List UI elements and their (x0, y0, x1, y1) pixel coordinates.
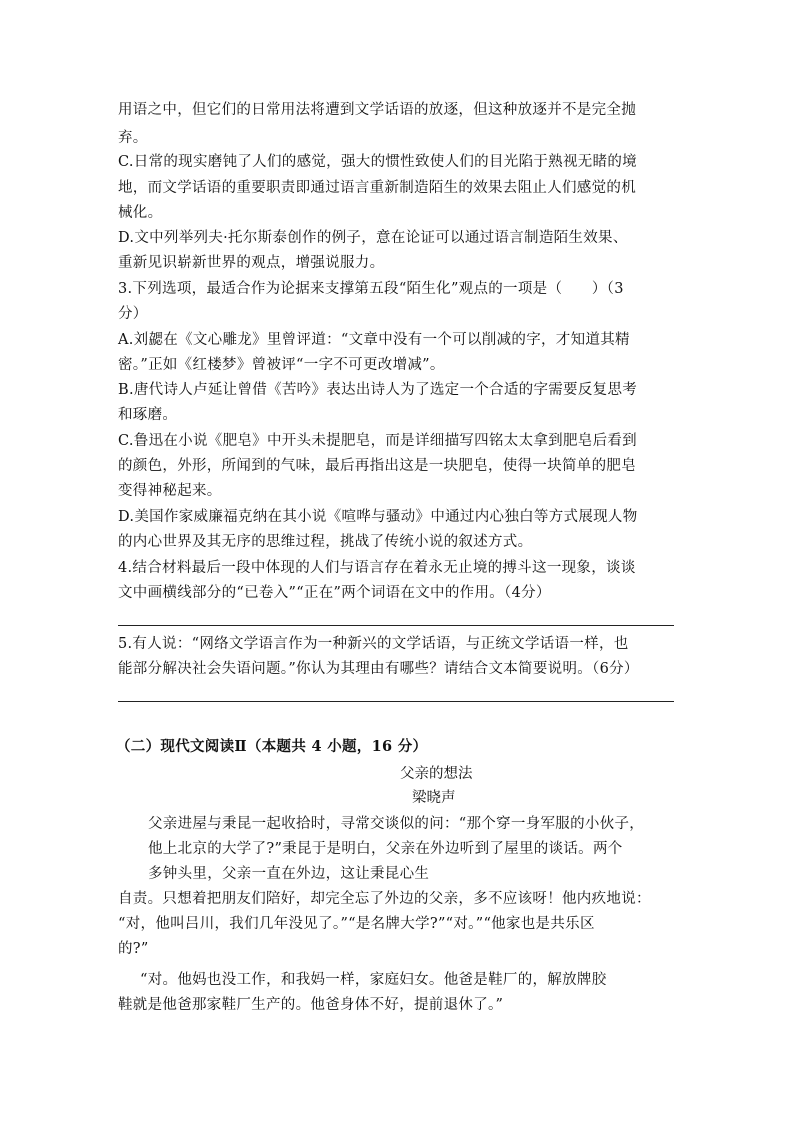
story-line: “对。他妈也没工作，和我妈一样，家庭妇女。他爸是鞋厂的，解放牌胶 (140, 972, 607, 988)
answer-line (118, 625, 674, 626)
option-d-line: D.文中列举列夫·托尔斯泰创作的例子，意在论证可以通过语言制造陌生效果、 (118, 230, 628, 246)
text-line: 分） (118, 306, 148, 322)
section-heading: （二）现代文阅读Ⅱ（本题共 4 小题，16 分） (116, 738, 428, 755)
story-line: 父亲进屋与秉昆一起收拾时，寻常交谈似的问：“那个穿一身军服的小伙子， (148, 816, 645, 832)
text-line: 和琢磨。 (118, 407, 178, 423)
text-line: 用语之中，但它们的日常用法将遭到文学话语的放逐，但这种放逐并不是完全抛 (118, 102, 636, 118)
text-line: 的内心世界及其无序的思维过程，挑战了传统小说的叙述方式。 (118, 534, 533, 550)
story-line: “对，他叫吕川，我们几年没见了。”“是名牌大学?”“对。”“他家也是共乐区 (118, 916, 595, 932)
story-line: 的?” (118, 941, 149, 957)
option-d-line: D.美国作家威廉福克纳在其小说《喧哗与骚动》中通过内心独白等方式展现人物 (118, 509, 638, 525)
text-line: 的颜色，外形，所闻到的气味，最后再指出这是一块肥皂，使得一块简单的肥皂 (118, 458, 636, 474)
story-line: 鞋就是他爸那家鞋厂生产的。他爸身体不好，提前退休了。” (118, 997, 504, 1013)
answer-line (118, 701, 674, 702)
question-5: 5.有人说：“网络文学语言作为一种新兴的文学话语，与正统文学话语一样，也 (118, 636, 629, 652)
text-line: 文中画横线部分的“已卷入”“正在”两个词语在文中的作用。（4分） (118, 585, 551, 601)
text-line: 械化。 (118, 205, 163, 221)
text-line: 地，而文学话语的重要职责即通过语言重新制造陌生的效果去阻止人们感觉的机 (118, 180, 636, 196)
story-title: 父亲的想法 (400, 766, 473, 782)
story-author: 梁晓声 (412, 790, 456, 806)
question-3: 3.下列选项，最适合作为论据来支撑第五段“陌生化”观点的一项是（ ）（3 (118, 281, 624, 297)
story-line: 自责。只想着把朋友们陪好，却完全忘了外边的父亲，多不应该呀！他内疚地说： (118, 891, 651, 907)
option-c-line: C.鲁迅在小说《肥皂》中开头未提肥皂，而是详细描写四铭太太拿到肥皂后看到 (118, 433, 637, 449)
text-line: 弃。 (118, 130, 148, 146)
option-b-line: B.唐代诗人卢延让曾借《苦吟》表达出诗人为了选定一个合适的字需要反复思考 (118, 382, 638, 398)
story-line: 多钟头里，父亲一直在外边，这让秉昆心生 (148, 866, 430, 882)
text-line: 密。”正如《红楼梦》曾被评“一字不可更改增减”。 (118, 357, 445, 373)
option-c-line: C.日常的现实磨钝了人们的感觉，强大的惯性致使人们的目光陷于熟视无睹的境 (118, 154, 637, 170)
question-4: 4.结合材料最后一段中体现的人们与语言存在着永无止境的搏斗这一现象，谈谈 (118, 560, 636, 576)
text-line: 变得神秘起来。 (118, 483, 222, 499)
story-line: 他上北京的大学了?”秉昆于是明白，父亲在外边听到了屋里的谈话。两个 (148, 841, 623, 857)
text-line: 重新见识崭新世界的观点，增强说服力。 (118, 255, 385, 271)
text-line: 能部分解决社会失语问题。”你认为其理由有哪些？请结合文本简要说明。（6分） (118, 661, 639, 677)
option-a-line: A.刘勰在《文心雕龙》里曾评道：“文章中没有一个可以削减的字，才知道其精 (118, 332, 630, 348)
